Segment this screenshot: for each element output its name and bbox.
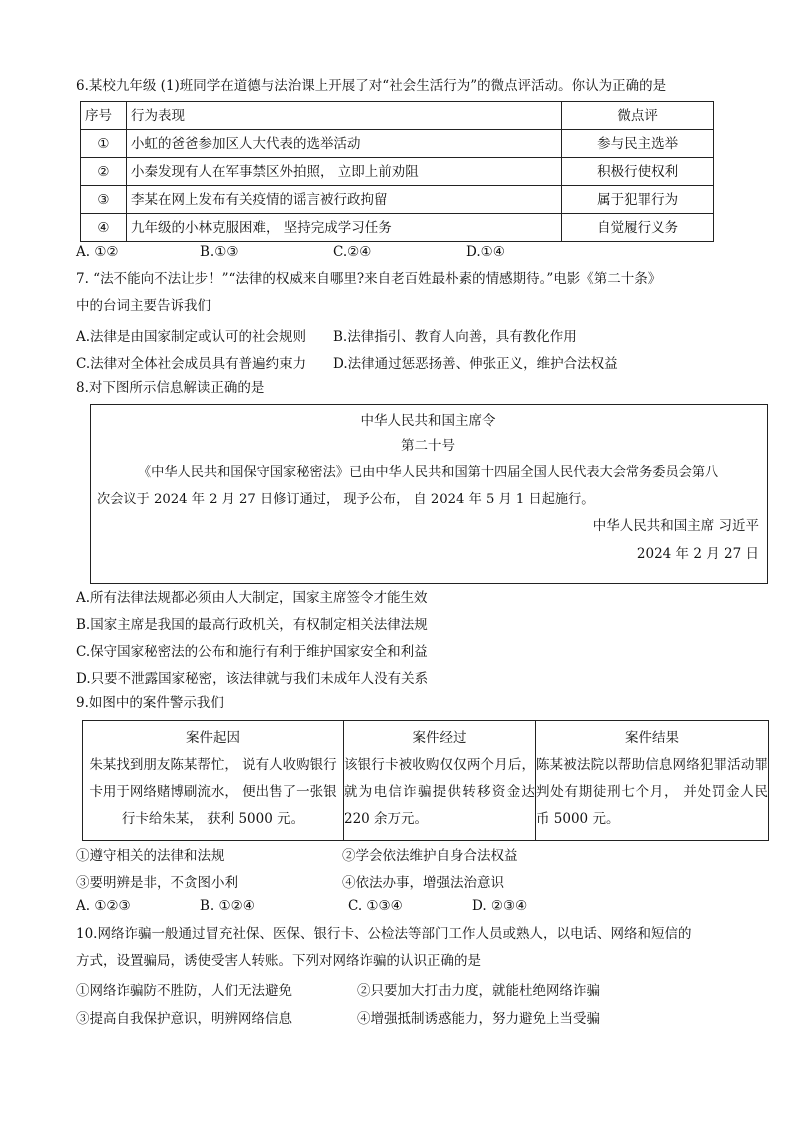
q6-option-c[interactable]: C.②④: [333, 244, 372, 260]
decree-signature: 中华人民共和国主席 习近平: [592, 518, 759, 534]
header-no: 序号: [81, 102, 127, 130]
q7-stem-line2: 中的台词主要告诉我们: [76, 298, 211, 314]
decree-body-line1: 《中华人民共和国保守国家秘密法》已由中华人民共和国第十四届全国人民代表大会常务委员会第八: [138, 465, 719, 480]
q7-option-c[interactable]: C.法律对全体社会成员具有普遍约束力: [76, 356, 307, 372]
q9-item-2: ②学会依法维护自身合法权益: [342, 848, 518, 864]
q6-stem: 6.某校九年级 (1)班同学在道德与法治课上开展了对“社会生活行为”的微点评活动。你认为正确的是: [76, 78, 667, 94]
case-row: [83, 721, 769, 841]
case-result-text: 陈某被法院以帮助信息网络犯罪活动罪判处有期徒刑七个月， 并处罚金人民币 5000 元。: [536, 757, 768, 827]
q6-table: [80, 101, 714, 242]
q10-item-4: ④增强抵制诱惑能力，努力避免上当受骗: [357, 1011, 600, 1027]
q9-option-a[interactable]: A. ①②③: [76, 898, 131, 914]
q9-item-4: ④依法办事，增强法治意识: [342, 875, 504, 891]
row-comment: 属于犯罪行为: [562, 186, 714, 214]
case-cause-text: 朱某找到朋友陈某帮忙， 说有人收购银行卡用于网络赌博刷流水， 便出售了一张银行卡给朱某， 获利 5000 元。: [89, 757, 337, 827]
header-comment: 微点评: [562, 102, 714, 130]
case-process-text: 该银行卡被收购仅仅两个月后， 就为电信诈骗提供转移资金达 220 余万元。: [344, 757, 535, 827]
q9-case-table: [82, 720, 769, 841]
case-process-header: 案件经过: [412, 730, 467, 746]
row-behavior: 李某在网上发布有关疫情的谣言被行政拘留: [126, 186, 561, 214]
q8-option-c[interactable]: C.保守国家秘密法的公布和施行有利于维护国家安全和利益: [76, 644, 428, 660]
q8-option-a[interactable]: A.所有法律法规都必须由人大制定，国家主席签令才能生效: [76, 590, 428, 606]
case-process-cell: [344, 721, 536, 841]
case-cause-header: 案件起因: [186, 730, 240, 746]
row-behavior: 小虹的爸爸参加区人大代表的选举活动: [126, 130, 561, 158]
case-cause-cell: [83, 721, 344, 841]
q9-option-b[interactable]: B. ①②④: [200, 898, 255, 914]
q9-option-d[interactable]: D. ②③④: [472, 898, 528, 914]
row-comment: 自觉履行义务: [562, 214, 714, 242]
q8-stem: 8.对下图所示信息解读正确的是: [76, 380, 265, 396]
q7-option-a[interactable]: A.法律是由国家制定或认可的社会规则: [76, 329, 307, 345]
q9-item-1: ①遵守相关的法律和法规: [76, 848, 225, 864]
table-row: [81, 214, 714, 242]
q6-option-d[interactable]: D.①④: [466, 244, 505, 260]
q8-option-d[interactable]: D.只要不泄露国家秘密，该法律就与我们未成年人没有关系: [76, 671, 429, 687]
q9-option-c[interactable]: C. ①③④: [348, 898, 403, 914]
row-no: ③: [81, 186, 127, 214]
q6-option-b[interactable]: B.①③: [200, 244, 239, 260]
header-behavior: 行为表现: [126, 102, 561, 130]
row-behavior: 小秦发现有人在军事禁区外拍照， 立即上前劝阻: [126, 158, 561, 186]
q10-item-2: ②只要加大打击力度，就能杜绝网络诈骗: [357, 983, 600, 999]
q9-item-3: ③要明辨是非，不贪图小利: [76, 875, 238, 891]
decree-title: 中华人民共和国主席令: [360, 413, 496, 429]
decree-number: 第二十号: [401, 438, 455, 454]
table-row: [81, 186, 714, 214]
q10-stem-line2: 方式，设置骗局，诱使受害人转账。下列对网络诈骗的认识正确的是: [76, 953, 481, 969]
case-result-header: 案件结果: [625, 730, 679, 746]
q10-stem-line1: 10.网络诈骗一般通过冒充社保、医保、银行卡、公检法等部门工作人员或熟人，以电话、网络和短信的: [76, 926, 692, 942]
row-no: ②: [81, 158, 127, 186]
q10-item-3: ③提高自我保护意识，明辨网络信息: [76, 1011, 292, 1027]
row-comment: 积极行使权利: [562, 158, 714, 186]
row-no: ④: [81, 214, 127, 242]
case-result-cell: [536, 721, 769, 841]
row-behavior: 九年级的小林克服困难， 坚持完成学习任务: [126, 214, 561, 242]
row-no: ①: [81, 130, 127, 158]
q7-option-d[interactable]: D.法律通过惩恶扬善、伸张正义，维护合法权益: [333, 356, 618, 372]
q6-option-a[interactable]: A. ①②: [76, 244, 119, 260]
q9-stem: 9.如图中的案件警示我们: [76, 695, 224, 711]
table-header-row: [81, 102, 714, 130]
q7-option-b[interactable]: B.法律指引、教育人向善，具有教化作用: [333, 329, 577, 345]
table-row: [81, 158, 714, 186]
row-comment: 参与民主选举: [562, 130, 714, 158]
q8-option-b[interactable]: B.国家主席是我国的最高行政机关，有权制定相关法律法规: [76, 617, 428, 633]
decree-date: 2024 年 2 月 27 日: [636, 546, 759, 562]
table-row: [81, 130, 714, 158]
decree-body-line2: 次会议于 2024 年 2 月 27 日修订通过， 现予公布， 自 2024 年 5 月 1 日起施行。: [97, 492, 595, 507]
q10-item-1: ①网络诈骗防不胜防，人们无法避免: [76, 983, 292, 999]
q7-stem-line1: 7. “法不能向不法让步！”“法律的权威来自哪里?来自老百姓最朴素的情感期待。”电影《第二十条》: [76, 271, 662, 287]
